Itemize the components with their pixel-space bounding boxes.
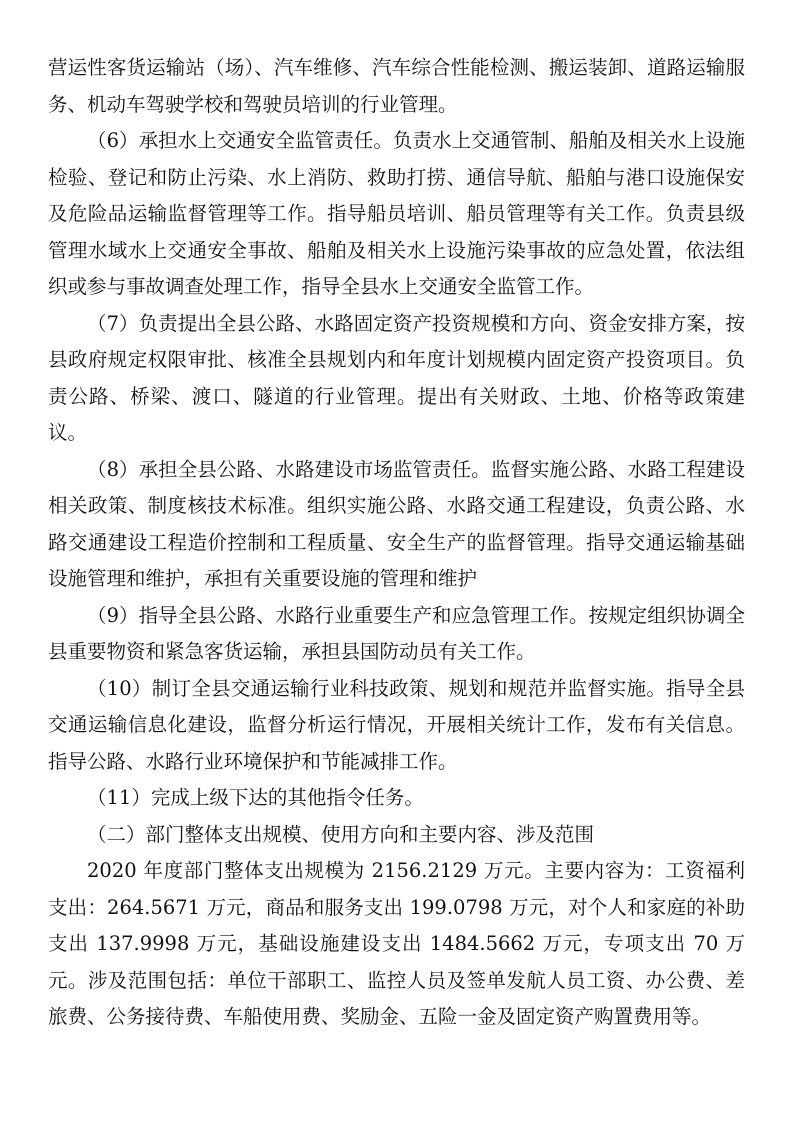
paragraph-item-9: （9）指导全县公路、水路行业重要生产和应急管理工作。按规定组织协调全县重要物资和紧急客货运输，承担县国防动员有关工作。 (48, 603, 745, 663)
expenditure-summary-paragraph: 2020 年度部门整体支出规模为 2156.2129 万元。主要内容为：工资福利支出：264.5671 万元，商品和服务支出 199.0798 万元，对个人和家庭的补助支出 137.9998 万元，基础设施建设支出 1484.5662 万元，专项支出 70 万元。涉及范围包括：单位干部职工、监控人员及签单发航人员工资、办公费、差旅费、公务接待费、车船使用费、奖励金、五险一金及固定资产购置费用等。 (48, 859, 745, 1028)
paragraph-item-11: （11）完成上级下达的其他指令任务。 (87, 786, 424, 809)
paragraph-item-7: （7）负责提出全县公路、水路固定资产投资规模和方向、资金安排方案，按县政府规定权限审批、核准全县规划内和年度计划规模内固定资产投资项目。负责公路、桥梁、渡口、隧道的行业管理。提出有关财政、土地、价格等政策建议。 (48, 311, 745, 444)
paragraph-continuation: 营运性客货运输站（场）、汽车维修、汽车综合性能检测、搬运装卸、道路运输服务、机动车驾驶学校和驾驶员培训的行业管理。 (48, 56, 745, 116)
document-page (48, 50, 745, 1036)
paragraph-item-8: （8）承担全县公路、水路建设市场监管责任。监督实施公路、水路工程建设相关政策、制度核技术标准。组织实施公路、水路交通工程建设，负责公路、水路交通建设工程造价控制和工程质量、安全生产的监督管理。指导交通运输基础设施管理和维护，承担有关重要设施的管理和维护 (48, 457, 745, 590)
section-heading: （二）部门整体支出规模、使用方向和主要内容、涉及范围 (87, 822, 595, 846)
paragraph-item-6: （6）承担水上交通安全监管责任。负责水上交通管制、船舶及相关水上设施检验、登记和防止污染、水上消防、救助打捞、通信导航、船舶与港口设施保安及危险品运输监督管理等工作。指导船员培训、船员管理等有关工作。负责县级管理水域水上交通安全事故、船舶及相关水上设施污染事故的应急处置，依法组织或参与事故调查处理工作，指导全县水上交通安全监管工作。 (48, 129, 745, 298)
paragraph-item-10: （10）制订全县交通运输行业科技政策、规划和规范并监督实施。指导全县交通运输信息化建设，监督分析运行情况，开展相关统计工作，发布有关信息。指导公路、水路行业环境保护和节能减排工作。 (48, 676, 745, 773)
